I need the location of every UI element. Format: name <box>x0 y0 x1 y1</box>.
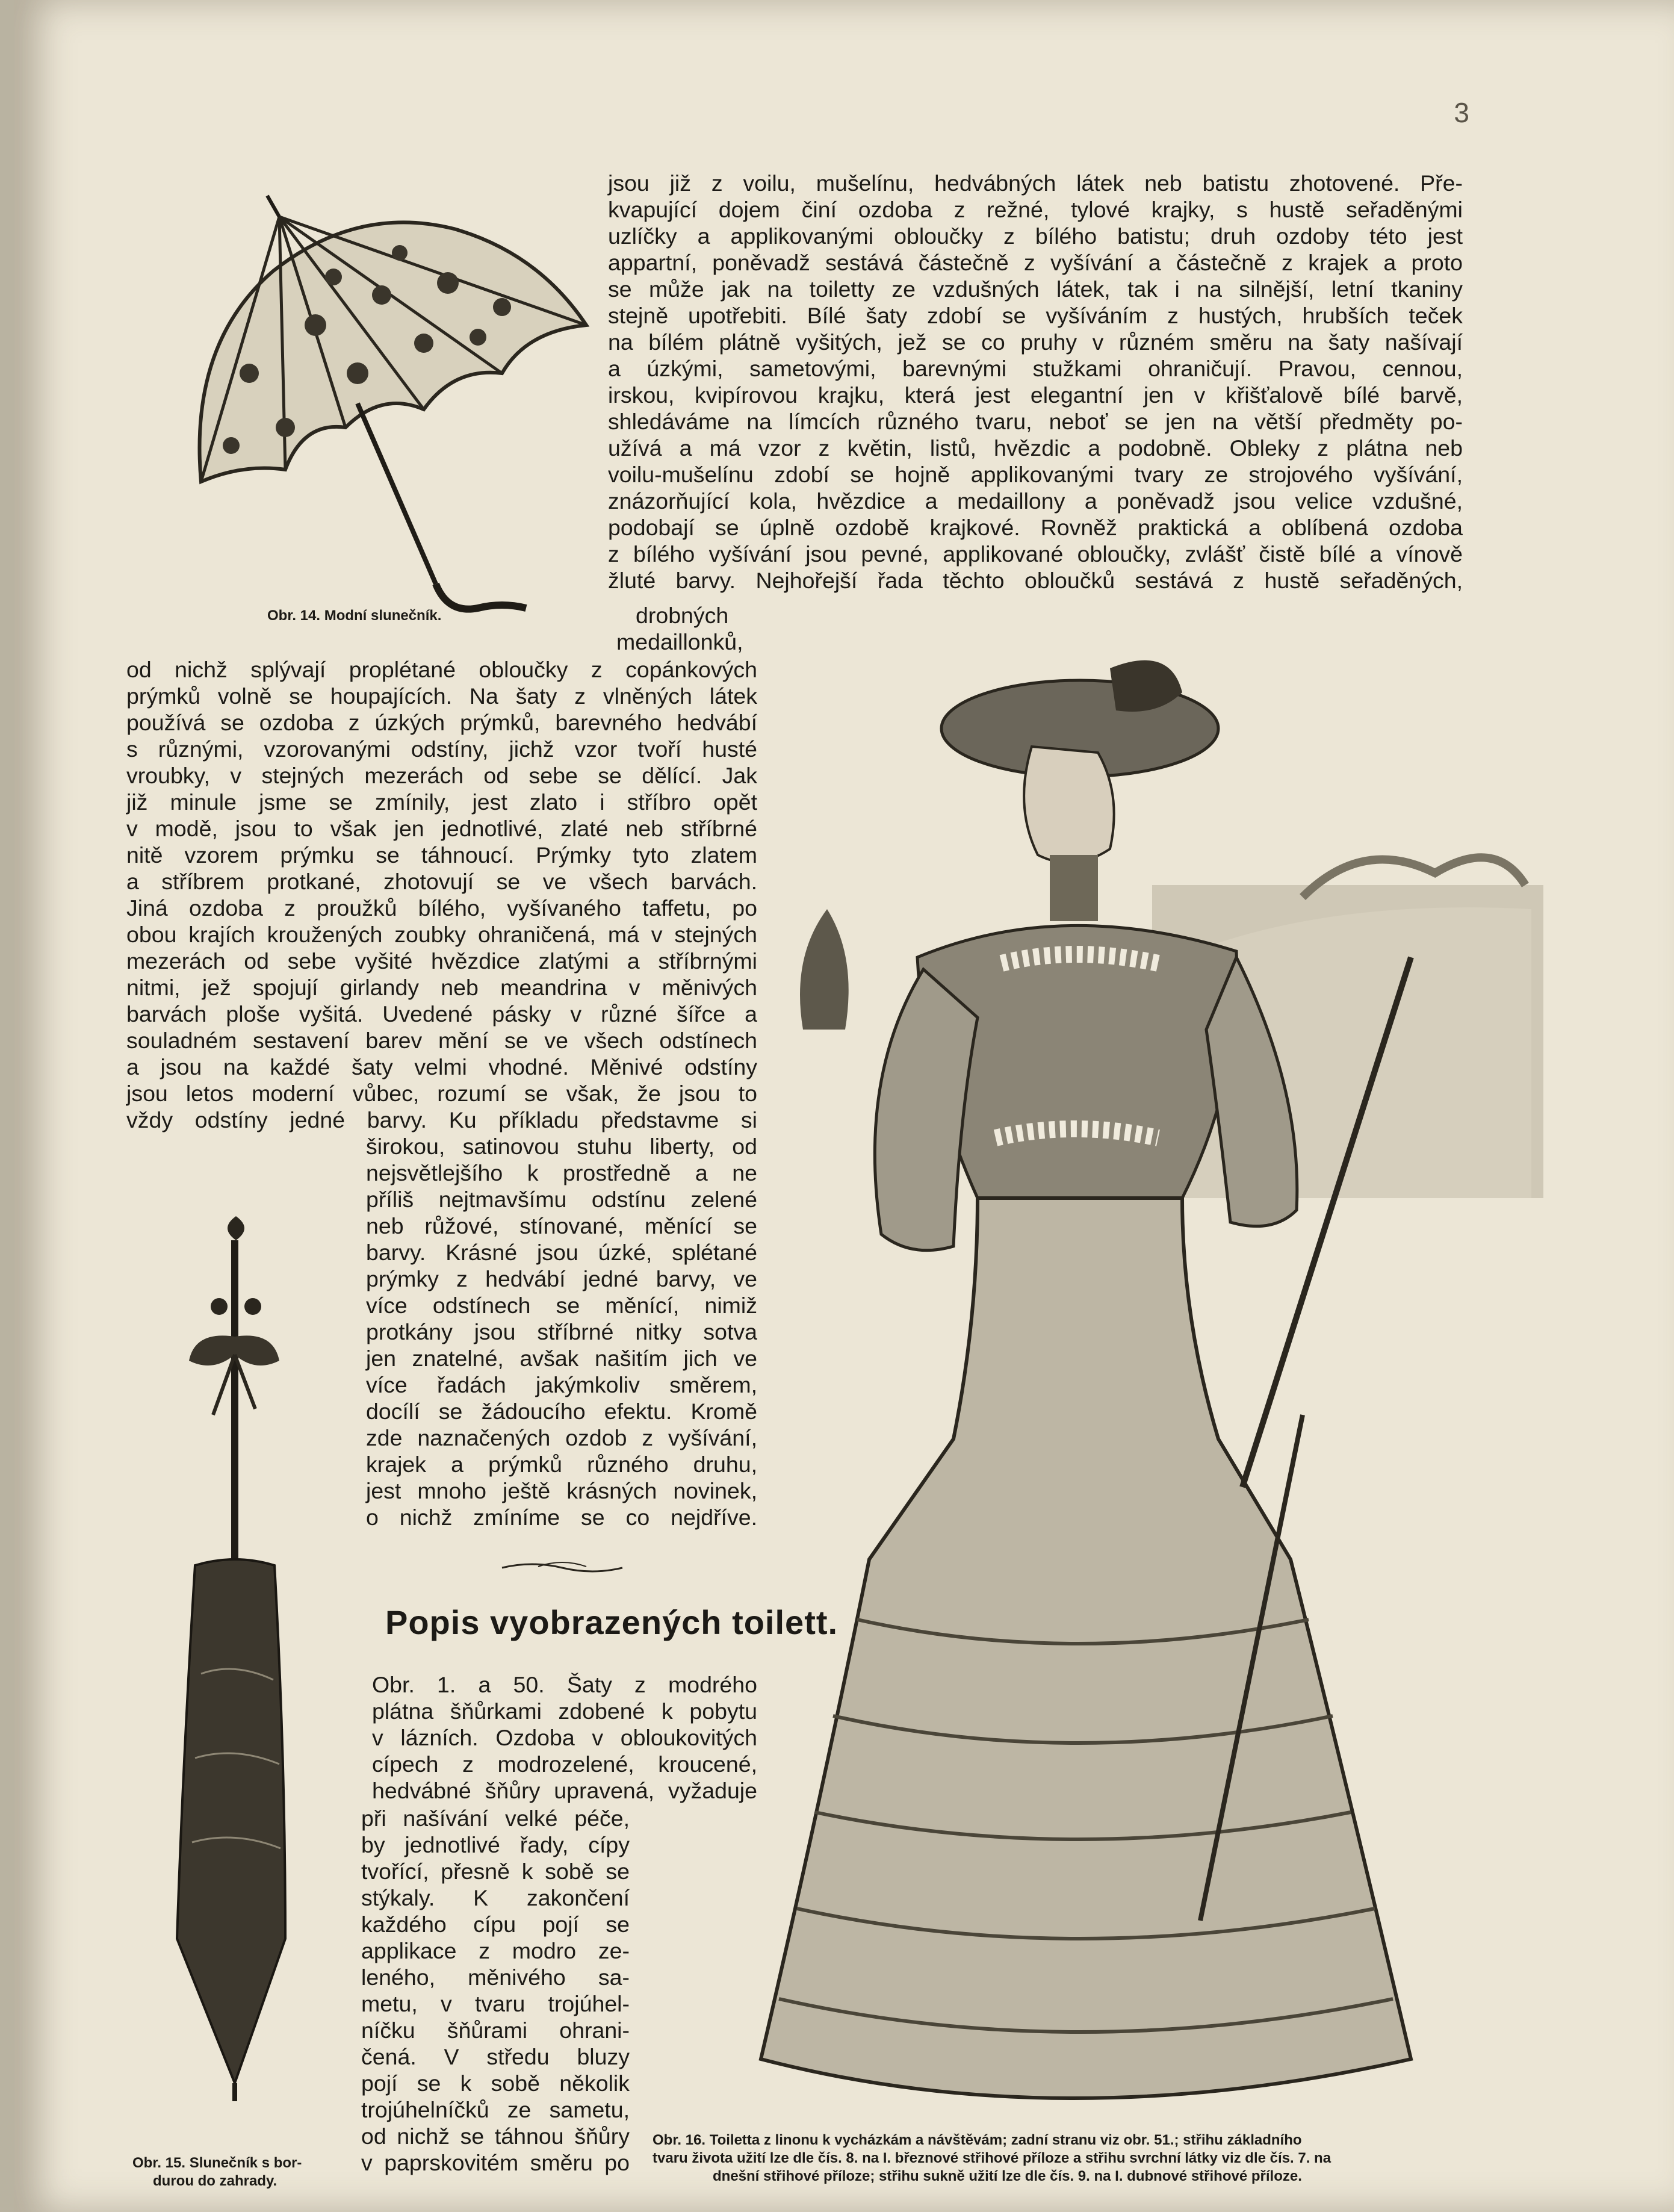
text-line: žluté barvy. Nejhořejší řada těchto obloučků sestává z hustě seřaděných, <box>608 568 1463 593</box>
text-line: tvořící, přesně k sobě se <box>361 1859 630 1884</box>
text-line: a jsou na každé šaty velmi vhodné. Měnivé odstíny <box>126 1054 757 1080</box>
fashion-plate-illustration-fig16 <box>640 656 1543 2137</box>
caption-fig14: Obr. 14. Modní slunečník. <box>267 607 442 624</box>
text-line: obou krajích kroužených zoubky ohraničená, má v stejných <box>126 922 757 947</box>
caption-fig15-line1: Obr. 15. Slunečník s bor- <box>132 2155 302 2171</box>
text-line: jsou již z voilu, mušelínu, hedvábných látek neb batistu zhotovené. Pře- <box>608 170 1463 196</box>
text-line: mezerách od sebe vyšité hvězdice zlatými a stříbrnými <box>126 948 757 974</box>
text-line: a úzkými, sametovými, barevnými stužkami ohraničují. Pravou, cennou, <box>608 356 1463 381</box>
text-line: kvapující dojem činí ozdoba z režné, tylové krajky, s hustě seřaděnými <box>608 197 1463 222</box>
text-line: užívá a má vzor z květin, listů, hvězdic a podobně. Obleky z plátna neb <box>608 435 1463 461</box>
text-line: stejně upotřebiti. Bílé šaty zdobí se vyšíváním z hustých, hrubších teček <box>608 303 1463 328</box>
text-line: nitmi, jež spojují girlandy neb meandrina v měnivých <box>126 975 757 1000</box>
text-line: trojúhelníčků ze sametu, <box>361 2097 630 2122</box>
text-line: stýkaly. K zakončení <box>361 1885 630 1910</box>
text-line: krajek a prýmků různého druhu, <box>366 1452 757 1477</box>
text-line: barvy. Krásné jsou úzké, splétané <box>366 1240 757 1265</box>
text-line: jen znatelné, avšak našitím jich ve <box>366 1346 757 1371</box>
caption-fig15-line2: durou do zahrady. <box>153 2173 277 2189</box>
text-line: metu, v tvaru trojúhel- <box>361 1991 630 2016</box>
text-line: neb růžové, stínované, měnící se <box>366 1213 757 1238</box>
caption-fig16-line1: Obr. 16. Toiletta z linonu k vycházkám a návštěvám; zadní stranu viz obr. 51.; střihu základního <box>653 2132 1302 2148</box>
text-line: každého cípu pojí se <box>361 1912 630 1937</box>
page-number: 3 <box>1454 97 1469 128</box>
text-line: s různými, vzorovanými odstíny, jichž vzor tvoří husté <box>126 736 757 762</box>
text-line: od nichž se táhnou šňůry <box>361 2123 630 2149</box>
text-line: od nichž splývají proplétané obloučky z copánkových <box>126 657 757 682</box>
text-line: plátna šňůrkami zdobené k pobytu <box>372 1698 757 1724</box>
text-line: pojí se k sobě několik <box>361 2071 630 2096</box>
section-heading: Popis vyobrazených toilett. <box>385 1603 839 1641</box>
text-line: příliš nejtmavšímu odstínu zelené <box>366 1187 757 1212</box>
text-line: cípech z modrozelené, kroucené, <box>372 1751 757 1777</box>
text-block-description-b <box>361 1805 630 2176</box>
text-line: se může jak na toiletty ze vzdušných látek, tak i na silnější, letní tkaniny <box>608 276 1463 302</box>
text-line: protkány jsou stříbrné nitky sotva <box>366 1319 757 1344</box>
text-line: prýmky z hedvábí jedné barvy, ve <box>366 1266 757 1291</box>
text-line: applikace z modro ze- <box>361 1938 630 1963</box>
ornament-divider <box>496 1555 628 1579</box>
text-line: již minule jsme se zmínily, jest zlato i stříbro opět <box>126 789 757 815</box>
text-line: a stříbrem protkané, zhotovují se ve všech barvách. <box>126 869 757 894</box>
text-line: zde naznačených ozdob z vyšívání, <box>366 1425 757 1450</box>
text-line: nitě vzorem prýmku se táhnoucí. Prýmky tyto zlatem <box>126 842 757 868</box>
page <box>14 0 1674 2212</box>
text-block-top-right <box>608 170 1463 594</box>
caption-fig16-line3: dnešní střihové příloze; střihu sukně užití lze dle čís. 9. na I. dubnové střihové příloze. <box>713 2168 1302 2184</box>
text-line: jsou letos moderní vůbec, rozumí se však, že jsou to <box>126 1081 757 1106</box>
text-line: z bílého vyšívání jsou pevné, applikované obloučky, zvlášť čistě bílé a vínově <box>608 541 1463 567</box>
text-line: uzlíčky a applikovanými obloučky z bílého batistu; druh ozdoby této jest <box>608 223 1463 249</box>
text-line: leného, měnivého sa- <box>361 1965 630 1990</box>
text-line: vždy odstíny jedné barvy. Ku příkladu představme si <box>126 1107 757 1132</box>
text-line: v modě, jsou to však jen jednotlivé, zlaté neb stříbrné <box>126 816 757 841</box>
text-line: o nichž zmíníme se co nejdříve. <box>366 1505 757 1530</box>
text-line: by jednotlivé řady, cípy <box>361 1832 630 1857</box>
text-line: čená. V středu bluzy <box>361 2044 630 2069</box>
text-line: docílí se žádoucího efektu. Kromě <box>366 1399 757 1424</box>
text-line: znázorňující kola, hvězdice a medaillony a poněvadž jsou velice vzdušné, <box>608 488 1463 514</box>
text-line: podobají se úplně ozdobě krajkové. Rovněž praktická a oblíbená ozdoba <box>608 515 1463 540</box>
parasol-illustration-fig14 <box>165 193 622 626</box>
text-line: appartní, poněvadž sestává částečně z vyšívání a částečně z krajek a proto <box>608 250 1463 275</box>
text-line: v lázních. Ozdoba v obloukovitých <box>372 1725 757 1750</box>
text-line: při našívání velké péče, <box>361 1806 630 1831</box>
text-line: barvách ploše vyšitá. Uvedené pásky v různé šířce a <box>126 1001 757 1027</box>
text-line: na bílém plátně vyšitých, jež se co pruhy v různém směru na šaty našívají <box>608 329 1463 355</box>
text-line: v paprskovitém směru po <box>361 2150 630 2175</box>
caption-fig16-line2: tvaru života užití lze dle čís. 8. na I. březnové střihové příloze a střihu svrchní látky viz dle čís. 7. na <box>653 2150 1331 2166</box>
text-line: Jiná ozdoba z proužků bílého, vyšívaného taffetu, po <box>126 895 757 921</box>
text-line: voilu-mušelínu zdobí se hojně applikovanými tvary ze strojového vyšívání, <box>608 462 1463 487</box>
text-line: prýmků volně se houpajících. Na šaty z vlněných látek <box>126 683 757 709</box>
text-line: Obr. 1. a 50. Šaty z modrého <box>372 1672 757 1697</box>
text-line: irskou, kvipírovou krajku, která jest elegantní jen v křišťalově bílé barvě, <box>608 382 1463 408</box>
text-line: nejsvětlejšího k prostředně a ne <box>366 1160 757 1185</box>
text-line: více odstínech se měnící, nimiž <box>366 1293 757 1318</box>
text-line: níčku šňůrami ohrani- <box>361 2018 630 2043</box>
text-line: používá se ozdoba z úzkých prýmků, barevného hedvábí <box>126 710 757 735</box>
text-line: shledáváme na límcích různého tvaru, neboť se jen na větší předměty po- <box>608 409 1463 434</box>
closed-parasol-illustration-fig15 <box>135 1216 327 2101</box>
text-line: jest mnoho ještě krásných novinek, <box>366 1478 757 1503</box>
text-line-short: medaillonků, <box>616 629 743 654</box>
text-line: vroubky, v stejných mezerách od sebe se dělící. Jak <box>126 763 757 788</box>
text-line: širokou, satinovou stuhu liberty, od <box>366 1134 757 1159</box>
text-line: více řadách jakýmkoliv směrem, <box>366 1372 757 1397</box>
text-line-short: drobných <box>636 603 729 628</box>
text-line: souladném sestavení barev mění se ve všech odstínech <box>126 1028 757 1053</box>
text-line: hedvábné šňůry upravená, vyžaduje <box>372 1778 757 1803</box>
